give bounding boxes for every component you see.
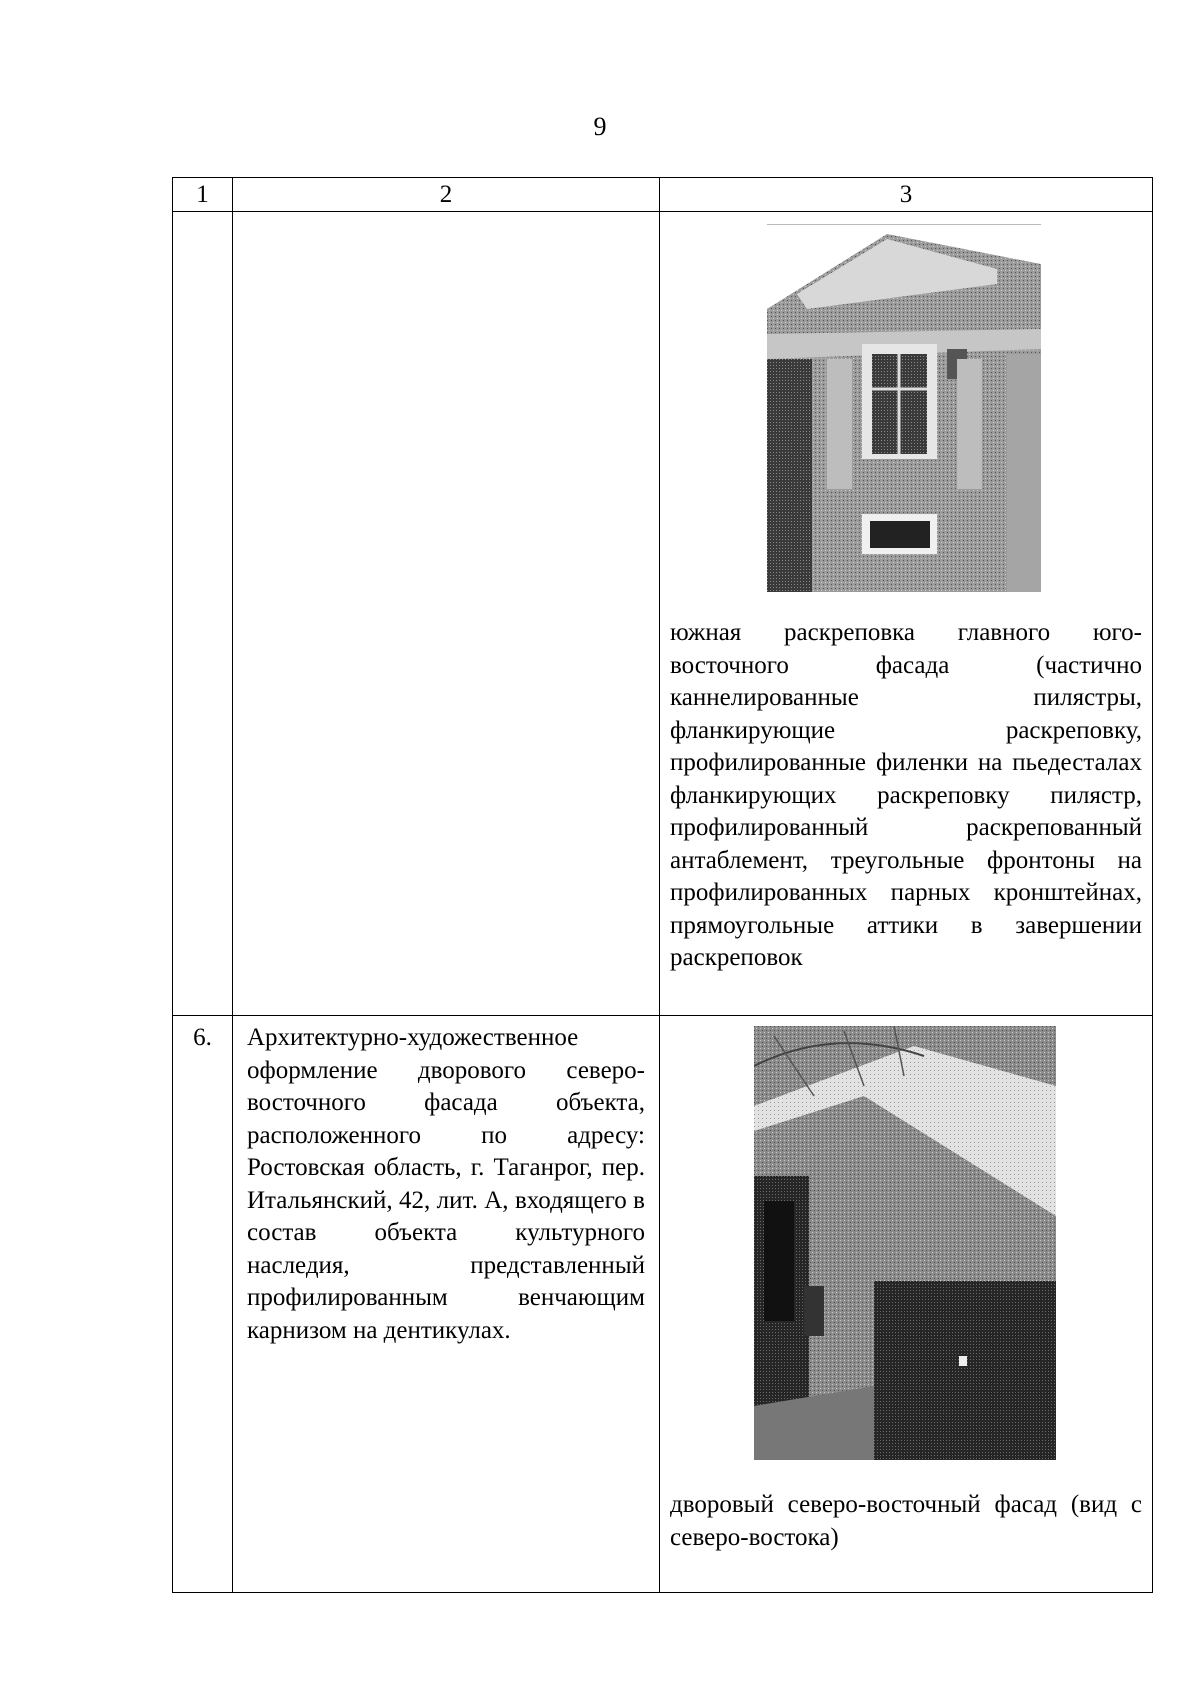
table-header-row: [173, 178, 1153, 212]
row-description: [233, 212, 660, 1016]
heritage-elements-table: [172, 177, 1153, 1593]
row-number: 6.: [173, 1016, 233, 1593]
header-cell-1: 1: [173, 178, 233, 212]
building-south-projection-photo: [767, 224, 1041, 592]
row-photo-cell: [660, 212, 1153, 1016]
header-cell-3: 3: [660, 178, 1153, 212]
page-number: 9: [593, 112, 607, 141]
row-photo-cell: [660, 1016, 1153, 1593]
building-courtyard-facade-photo: [754, 1026, 1056, 1460]
row-photo-caption: дворовый северо-восточный фасад (вид с северо-востока): [670, 1491, 1142, 1551]
table-row: [173, 212, 1153, 1016]
row-description: Архитектурно-художественное оформление дворового северо-восточного фасада объекта, расположенного по адресу: Ростовская область, г. Таганрог, пер. Итальянский, 42, лит. А, входящего в состав объекта культурного наследия, представленный профилированным венчающим карнизом на дентикулах.: [233, 1016, 660, 1593]
row-number: [173, 212, 233, 1016]
header-cell-2: 2: [233, 178, 660, 212]
row-photo-caption: южная раскреповка главного юго-восточного фасада (частично каннелированные пилястры, фланкирующие раскреповку, профилированные филенки на пьедесталах фланкирующих раскреповку пилястр, профилированный раскрепованный антаблемент, треугольные фронтоны на профилированных парных кронштейнах, прямоугольные аттики в завершении раскреповок: [670, 619, 1142, 971]
table-row: [173, 1016, 1153, 1593]
